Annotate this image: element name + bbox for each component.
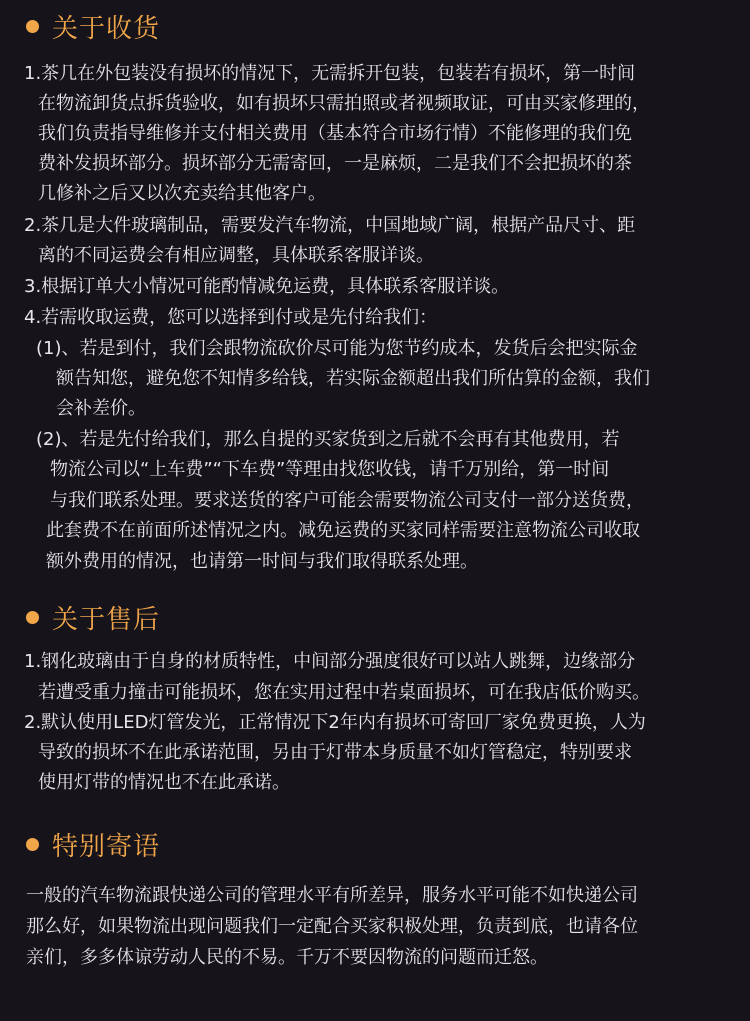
paragraph-line: 离的不同运费会有相应调整，具体联系客服详谈。 [38,245,434,266]
paragraph-line: 一般的汽车物流跟快递公司的管理水平有所差异，服务水平可能不如快递公司 [26,885,638,906]
paragraph-line: 在物流卸货点拆货验收，如有损坏只需拍照或者视频取证，可由买家修理的， [38,93,650,114]
paragraph-line: 几修补之后又以次充卖给其他客户。 [38,183,326,204]
bullet-dot-icon [26,20,39,33]
section-heading-receiving [26,8,160,44]
paragraph-line: 我们负责指导维修并支付相关费用（基本符合市场行情）不能修理的我们免 [38,123,632,144]
section-title-message: 特别寄语 [52,831,161,862]
paragraph-line: 亲们，多多体谅劳动人民的不易。千万不要因物流的问题而迁怒。 [26,947,548,968]
section-title-aftersales: 关于售后 [52,604,161,635]
paragraph-line: 2.默认使用LED灯管发光，正常情况下2年内有损坏可寄回厂家免费更换，人为 [24,712,646,733]
paragraph-line: 导致的损坏不在此承诺范围，另由于灯带本身质量不如灯管稳定，特别要求 [38,742,632,763]
paragraph-line: 使用灯带的情况也不在此承诺。 [38,772,290,793]
paragraph-line: 额外费用的情况，也请第一时间与我们取得联系处理。 [46,551,478,572]
section-title-receiving: 关于收货 [52,13,161,44]
bullet-dot-icon [26,838,39,851]
paragraph-line: 物流公司以“上车费”“下车费”等理由找您收钱，请千万别给，第一时间 [50,459,610,480]
paragraph-line: 3.根据订单大小情况可能酌情减免运费，具体联系客服详谈。 [24,276,510,297]
paragraph-line: 与我们联系处理。要求送货的客户可能会需要物流公司支付一部分送货费， [50,490,644,511]
paragraph-line: 那么好，如果物流出现问题我们一定配合买家积极处理，负责到底，也请各位 [26,916,638,937]
paragraph-line: 若遭受重力撞击可能损坏，您在实用过程中若桌面损坏，可在我店低价购买。 [38,682,650,703]
paragraph-line: 1.茶几在外包装没有损坏的情况下，无需拆开包装，包装若有损坏，第一时间 [24,63,636,84]
section-heading-aftersales [26,599,160,635]
paragraph-line: 1.钢化玻璃由于自身的材质特性，中间部分强度很好可以站人跳舞，边缘部分 [24,651,636,672]
section-heading-message [26,826,160,862]
paragraph-line: 此套费不在前面所述情况之内。减免运费的买家同样需要注意物流公司收取 [46,520,640,541]
paragraph-line: (2)、若是先付给我们，那么自提的买家货到之后就不会再有其他费用，若 [36,429,620,450]
paragraph-line: 4.若需收取运费，您可以选择到付或是先付给我们： [24,307,438,328]
paragraph-line: 费补发损坏部分。损坏部分无需寄回，一是麻烦，二是我们不会把损坏的茶 [38,153,632,174]
paragraph-line: 2.茶几是大件玻璃制品，需要发汽车物流，中国地域广阔，根据产品尺寸、距 [24,215,636,236]
paragraph-line: 额告知您，避免您不知情多给钱，若实际金额超出我们所估算的金额，我们 [56,368,650,389]
paragraph-line: (1)、若是到付，我们会跟物流砍价尽可能为您节约成本，发货后会把实际金 [36,338,638,359]
paragraph-line: 会补差价。 [56,398,146,419]
bullet-dot-icon [26,611,39,624]
